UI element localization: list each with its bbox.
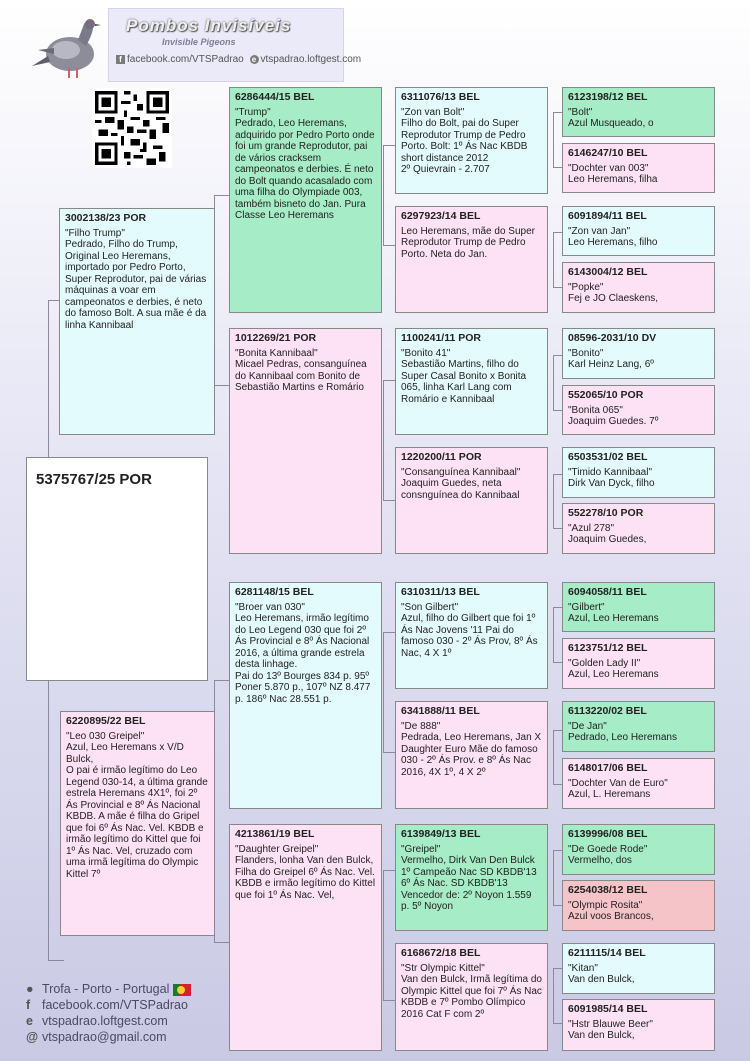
pigeon-description: "Broer van 030" Leo Heremans, irmão legítimo do Leo Legend 030 que foi 2º Ás Provincial e 8º Ás Nacional 2016, a última grande estrela desta linhage. Pai do 13º Bourges 834 p. 95º Poner 5.870 p., 107º NZ 8.477 p. 186º Nac 28.551 p.: [235, 601, 371, 705]
e-icon: e: [26, 1014, 33, 1028]
portugal-flag-icon: [173, 984, 191, 996]
ring-number: 6286444/15 BEL: [235, 91, 315, 103]
pigeon-description: "Son Gilbert" Azul, filho do Gilbert que foi 1º Ás Nac Jovens '11 Pai do famoso 030 - 2º Ás Prov, 8º Ás Nac, 4 X 1º: [401, 601, 538, 659]
pigeon-description: "Dochter Van de Euro" Azul, L. Heremans: [568, 777, 668, 800]
e-icon: e: [250, 55, 259, 64]
sire-sire-card[interactable]: [229, 87, 382, 313]
header-facebook-link[interactable]: facebook.com/VTSPadrao: [127, 54, 244, 65]
ggp-card-sds[interactable]: [395, 328, 548, 435]
gggp-card[interactable]: [562, 701, 715, 752]
ring-number: 6311076/13 BEL: [401, 91, 480, 103]
ring-number: 1012269/21 POR: [235, 332, 317, 344]
gggp-card[interactable]: [562, 206, 715, 256]
ggp-card-ssd[interactable]: [395, 206, 548, 313]
gggp-card[interactable]: [562, 758, 715, 809]
sire-card[interactable]: [59, 208, 215, 435]
pigeon-description: "Timido Kannibaal" Dirk Van Dyck, filho: [568, 466, 655, 489]
ggp-card-dss[interactable]: [395, 582, 548, 689]
subject-pigeon-card[interactable]: [26, 457, 208, 681]
pigeon-logo-icon: [30, 10, 110, 82]
pigeon-description: "Olympic Rosita" Azul voos Brancos,: [568, 899, 654, 922]
footer-location: [26, 982, 191, 996]
at-icon: @: [26, 1030, 39, 1044]
footer-email[interactable]: [26, 1030, 167, 1044]
header-website-link[interactable]: vtspadrao.loftgest.com: [260, 54, 362, 65]
gggp-card[interactable]: [562, 880, 715, 931]
ggp-card-dsd[interactable]: [395, 701, 548, 809]
website-link[interactable]: vtspadrao.loftgest.com: [42, 1014, 168, 1028]
header-contact-line: [116, 54, 361, 65]
gggp-card[interactable]: [562, 87, 715, 137]
ring-number: 6146247/10 BEL: [568, 147, 648, 159]
gggp-card[interactable]: [562, 638, 715, 689]
pigeon-description: Leo Heremans, mãe do Super Reprodutor Trump de Pedro Porto. Neta do Jan.: [401, 225, 535, 260]
pigeon-description: "Kitan" Van den Bulck,: [568, 962, 635, 985]
ggp-card-sss[interactable]: [395, 87, 548, 194]
location-pin-icon: ●: [26, 982, 34, 996]
ring-number: 1220200/11 POR: [401, 451, 482, 463]
facebook-icon: f: [116, 55, 125, 64]
ring-number: 6297923/14 BEL: [401, 210, 481, 222]
pigeon-description: "Golden Lady II" Azul, Leo Heremans: [568, 657, 659, 680]
pigeon-description: "Bonito" Karl Heinz Lang, 6º: [568, 347, 654, 370]
ring-number: 6211115/14 BEL: [568, 947, 646, 959]
pigeon-description: "Zon van Bolt" Filho do Bolt, pai do Super Reprodutor Trump de Pedro Porto. Bolt: 1º Ás Nac KBDB short distance 2012 2º Quievrain - 2.707: [401, 106, 528, 175]
ring-number: 6091894/11 BEL: [568, 210, 647, 222]
brand-subtitle: Invisible Pigeons: [162, 37, 236, 47]
location-text: Trofa - Porto - Portugal: [42, 982, 170, 996]
ggp-card-dds[interactable]: [395, 824, 548, 931]
ring-number: 6341888/11 BEL: [401, 705, 480, 717]
ring-number: 1100241/11 POR: [401, 332, 481, 344]
brand-title: Pombos Invisíveis: [126, 16, 292, 35]
gggp-card[interactable]: [562, 943, 715, 994]
pigeon-description: "De Goede Rode" Vermelho, dos: [568, 843, 648, 866]
gggp-card[interactable]: [562, 143, 715, 193]
ring-number: 4213861/19 BEL: [235, 828, 315, 840]
ring-number: 6094058/11 BEL: [568, 586, 647, 598]
gggp-card[interactable]: [562, 328, 715, 379]
ring-number: 6503531/02 BEL: [568, 451, 648, 463]
dam-sire-card[interactable]: [229, 582, 382, 809]
pigeon-description: "Hstr Blauwe Beer" Van den Bulck,: [568, 1018, 653, 1041]
pigeon-description: "Consanguínea Kannibaal" Joaquim Guedes, neta consnguínea do Kannibaal: [401, 466, 521, 501]
ggp-card-sdd[interactable]: [395, 447, 548, 554]
ring-number: 6139996/08 BEL: [568, 828, 648, 840]
ring-number: 6143004/12 BEL: [568, 266, 648, 278]
ring-number: 3002138/23 POR: [65, 212, 147, 224]
ring-number: 6281148/15 BEL: [235, 586, 314, 598]
pigeon-description: "Trump" Pedrado, Leo Heremans, adquirido por Pedro Porto onde foi um grande Reprodutor, pai de vários cracksem campeonatos e derbies. É neto do Bolt quando acasalado com uma filha do Olympiade 003, também bisneto do Jan. Pura Classe Leo Heremans: [235, 106, 375, 221]
ring-number: 6123751/12 BEL: [568, 642, 648, 654]
pigeon-description: "Bonito 41" Sebastião Martins, filho do Super Casal Bonito x Bonita 065, linha Karl Lang com Romário e Kannibaal: [401, 347, 527, 405]
gggp-card[interactable]: [562, 447, 715, 498]
pigeon-description: "Bonita 065" Joaquim Guedes. 7º: [568, 404, 659, 427]
pigeon-description: "Bolt" Azul Musqueado, o: [568, 106, 654, 129]
subject-ring: 5375767/25 POR: [36, 471, 152, 488]
gggp-card[interactable]: [562, 503, 715, 554]
pigeon-description: "Gilbert" Azul, Leo Heremans: [568, 601, 659, 624]
ring-number: 6139849/13 BEL: [401, 828, 481, 840]
pigeon-description: "Dochter van 003" Leo Heremans, filha: [568, 162, 658, 185]
qr-code[interactable]: [92, 88, 172, 168]
ring-number: 6168672/18 BEL: [401, 947, 481, 959]
pigeon-description: "De Jan" Pedrado, Leo Heremans: [568, 720, 677, 743]
ring-number: 6123198/12 BEL: [568, 91, 648, 103]
gggp-card[interactable]: [562, 262, 715, 313]
ring-number: 6310311/13 BEL: [401, 586, 480, 598]
gggp-card[interactable]: [562, 999, 715, 1051]
footer-facebook[interactable]: [26, 998, 188, 1012]
ring-number: 6254038/12 BEL: [568, 884, 648, 896]
ring-number: 6091985/14 BEL: [568, 1003, 648, 1015]
footer-website[interactable]: [26, 1014, 168, 1028]
ggp-card-ddd[interactable]: [395, 943, 548, 1051]
pigeon-description: "De 888" Pedrada, Leo Heremans, Jan X Daughter Euro Mãe do famoso 030 - 2º Ás Prov. e 8º Ás Nac 2016, 4X 1º, 4 X 2º: [401, 720, 542, 778]
pigeon-description: "Azul 278" Joaquim Guedes,: [568, 522, 647, 545]
pigeon-description: "Zon van Jan" Leo Heremans, filho: [568, 225, 658, 248]
ring-number: 08596-2031/10 DV: [568, 332, 657, 344]
pigeon-description: "Str Olympic Kittel" Van den Bulck, Irmã legítima do Olympic Kittel que foi 7º Ás Nac KBDB e 7º Pombo Olímpico 2016 Cat F com 2º: [401, 962, 542, 1020]
facebook-icon: f: [26, 998, 31, 1012]
pigeon-description: "Filho Trump" Pedrado, Filho do Trump, Original Leo Heremans, importado por Pedro Porto, Super Reprodutor, pai de várias máquinas a voar em campeonatos e derbies, é neto do famoso Bolt. A sua mãe é da linha Kannibaal: [65, 227, 207, 331]
ring-number: 6113220/02 BEL: [568, 705, 647, 717]
facebook-link[interactable]: facebook.com/VTSPadrao: [42, 998, 188, 1012]
sire-dam-card[interactable]: [229, 328, 382, 554]
gggp-card[interactable]: [562, 385, 715, 435]
dam-dam-card[interactable]: [229, 824, 382, 1051]
ring-number: 552065/10 POR: [568, 389, 644, 401]
ring-number: 6220895/22 BEL: [66, 715, 146, 727]
gggp-card[interactable]: [562, 824, 715, 875]
pigeon-description: "Leo 030 Greipel" Azul, Leo Heremans x V/D Bulck, O pai é irmão legítimo do Leo Legend 030-14, a última grande estrela Heremans 4X1º, foi 2º Ás Provincial e 8º Ás Nacional KBDB. A mãe é filha do Gripel que foi 6º Ás Nac. Vel. KBDB e irmão legítimo do Kittel que foi 1º Ás Nac. Vel, cruzado com uma irmã legítima do Olympic Kittel 7º: [66, 730, 208, 880]
email-link[interactable]: vtspadrao@gmail.com: [42, 1030, 167, 1044]
gggp-card[interactable]: [562, 582, 715, 632]
pigeon-description: "Popke" Fej e JO Claeskens,: [568, 281, 659, 304]
pigeon-description: "Greipel" Vermelho, Dirk Van Den Bulck 1º Campeão Nac SD KBDB'13 6º Ás Nac. SD KBDB'13 Vencedor de: 2º Noyon 1.559 p. 5º Noyon: [401, 843, 537, 912]
dam-card[interactable]: [60, 711, 215, 936]
ring-number: 552278/10 POR: [568, 507, 644, 519]
pigeon-description: "Bonita Kannibaal" Micael Pedras, consanguínea do Kannibaal com Bonito de Sebastião Martins e Romário: [235, 347, 367, 393]
pigeon-description: "Daughter Greipel" Flanders, lonha Van den Bulck, Filha do Greipel 6º Ás Nac. Vel. KBDB e irmão legítimo do Kittel que foi 1º Ás Nac. Vel,: [235, 843, 376, 901]
ring-number: 6148017/06 BEL: [568, 762, 648, 774]
